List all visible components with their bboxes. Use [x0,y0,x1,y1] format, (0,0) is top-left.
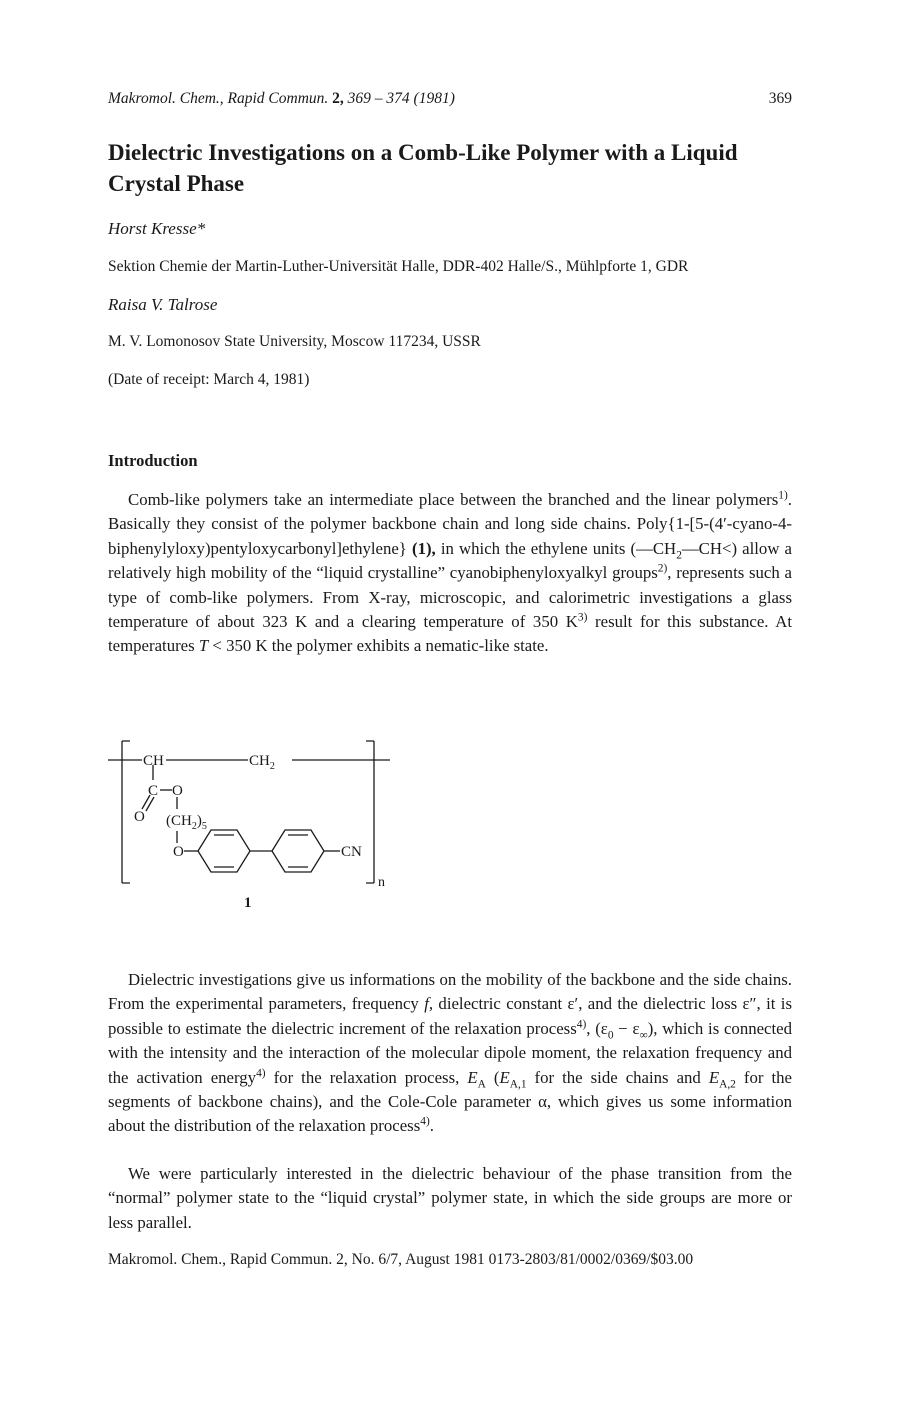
running-header [108,90,792,112]
label-n: n [378,875,385,890]
section-heading: Introduction [108,451,198,470]
right-bracket [366,741,374,883]
structure-formula-figure [108,735,408,915]
page-footer: Makromol. Chem., Rapid Commun. 2, No. 6/7, August 1981 0173-2803/81/0002/0369/$03.00 [108,1251,694,1268]
body-paragraph: Dielectric investigations give us informations on the mobility of the backbone and the side chains. From the experimental parameters, frequency f, dielectric constant ε′, and the dielectric loss ε″, it is possible to estimate the dielectric increment of the relaxation process$^{4)}$, $(\varepsilon_0 - \varepsilon_\infty)$, which is connected with the intensity and the interaction of the molecular dipole moment, the relaxation frequency and the activation energy$^{4)}$ for the relaxation process, $E_A$ ($E_{A,1}$ for the side chains and $E_{A,2}$ for the segments of backbone chains), and the Cole-Cole parameter α, which gives us some information about the distribution of the relaxation process$^{4)}$. [108,970,793,1136]
label-o-ester: O [172,783,183,799]
journal-name: Makromol. Chem., Rapid Commun. 2, 369 – 374 (1981) [108,90,455,107]
author-affiliation: Sektion Chemie der Martin-Luther-Universität Halle, DDR-402 Halle/S., Mühlpforte 1, GDR [108,258,689,275]
paper-title: Dielectric Investigations on a Comb-Like Polymer with a Liquid Crystal Phase [108,140,738,196]
body-paragraph: We were particularly interested in the dielectric behaviour of the phase transition from the “normal” polymer state to the “liquid crystal” polymer state, in which the side groups are more or less parallel. [108,1164,792,1232]
author-affiliation: M. V. Lomonosov State University, Moscow 117234, USSR [108,333,481,350]
page-number: 369 [768,90,792,107]
author-name: Horst Kresse* [108,219,206,238]
label-ch2: $CH_2$ [249,753,275,772]
receipt-date: (Date of receipt: March 4, 1981) [108,371,310,388]
label-ch2-chain: $(CH_2)_5$ [166,813,207,832]
left-bracket [122,741,130,883]
label-o-carbonyl: O [134,809,145,825]
label-cn: CN [341,844,362,860]
body-paragraph: Comb-like polymers take an intermediate place between the branched and the linear polymers$^{1)}$. Basically they consist of the polymer backbone chain and long side chains. Poly{1-[5-(4′-cyano-4-biphenylyloxy)pentyloxycarbonyl]ethylene} (1), in which the ethylene units $(—CH_2—CH<)$ allow a relatively high mobility of the “liquid crystalline” cyanobiphenyloxyalkyl groups$^{2)}$, represents such a type of comb-like polymers. From X-ray, microscopic, and calorimetric investigations a glass temperature of about 323 K and a clearing temperature of 350 $K^{3)}$ result for this substance. At temperatures T < 350 K the polymer exhibits a nematic-like state. [108,489,793,656]
label-c: C [148,783,159,799]
label-ch: CH [143,753,164,769]
compound-number: 1 [244,895,252,911]
label-o-ether: O [173,844,184,860]
author-name: Raisa V. Talrose [108,295,218,314]
